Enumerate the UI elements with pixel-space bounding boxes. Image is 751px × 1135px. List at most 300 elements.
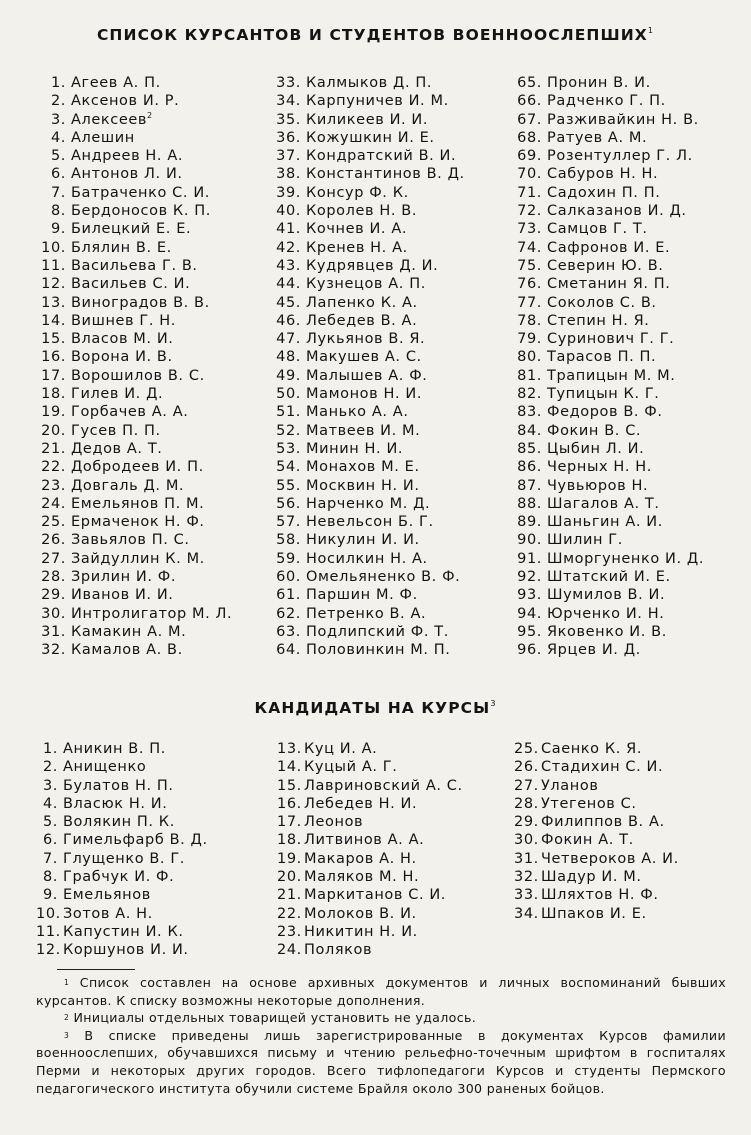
- list-item: [277, 795, 463, 813]
- footnote-mark: 1: [64, 978, 70, 987]
- list-item: [270, 257, 465, 275]
- item-number: 88.: [517, 495, 542, 512]
- item-number: 22.: [277, 905, 302, 922]
- list-item: [277, 868, 463, 886]
- person-name: Шморгуненко И. Д.: [547, 550, 705, 567]
- list-item: [511, 312, 704, 330]
- person-name: Москвин Н. И.: [306, 477, 420, 494]
- person-name: Леонов: [304, 814, 364, 831]
- item-number: 2.: [42, 759, 58, 776]
- item-number: 23.: [41, 477, 66, 494]
- person-name: Тарасов П. П.: [547, 349, 657, 366]
- item-number: 79.: [517, 331, 542, 348]
- item-number: 12.: [36, 942, 61, 959]
- item-number: 24.: [277, 942, 302, 959]
- list-item: [270, 184, 465, 202]
- person-name: Шилин Г.: [547, 532, 623, 549]
- main-list-title-text: СПИСОК КУРСАНТОВ И СТУДЕНТОВ ВОЕННООСЛЕПШИХ: [96, 26, 648, 44]
- list-item: [511, 165, 704, 183]
- list-item: [511, 403, 704, 421]
- list-item: [36, 886, 208, 904]
- person-name: Кузнецов А. П.: [306, 276, 426, 293]
- list-item: [511, 422, 704, 440]
- list-item: [277, 850, 463, 868]
- list-item: [277, 740, 463, 758]
- item-number: 90.: [517, 532, 542, 549]
- list-item: [36, 477, 232, 495]
- person-name: Нарченко М. Д.: [306, 495, 431, 512]
- person-name: Литвинов А. А.: [304, 832, 425, 849]
- list-item: [36, 165, 232, 183]
- item-number: 32.: [514, 869, 539, 886]
- list-item: [36, 758, 208, 776]
- item-number: 2.: [50, 93, 66, 110]
- person-name: Ворона И. В.: [71, 349, 173, 366]
- person-name: Зайдуллин К. М.: [71, 550, 205, 567]
- list-item: [511, 294, 704, 312]
- person-name: Маркитанов С. И.: [304, 887, 447, 904]
- item-number: 66.: [517, 93, 542, 110]
- item-number: 28.: [41, 569, 66, 586]
- list-item: [36, 348, 232, 366]
- person-name: Алексеев: [71, 111, 148, 128]
- person-name: Константинов В. Д.: [306, 166, 465, 183]
- item-number: 10.: [41, 239, 66, 256]
- person-name: Батраченко С. И.: [71, 184, 210, 201]
- list-item: [270, 550, 465, 568]
- person-name: Емельянов: [63, 887, 151, 904]
- footnote-separator: [57, 969, 135, 970]
- list-item: [36, 923, 208, 941]
- person-name: Волякин П. К.: [63, 814, 175, 831]
- person-name: Тупицын К. Г.: [547, 386, 660, 403]
- list-item: [514, 850, 679, 868]
- item-number: 92.: [517, 569, 542, 586]
- item-number: 7.: [42, 850, 58, 867]
- person-name: Кондратский В. И.: [306, 148, 457, 165]
- person-name: Кочнев И. А.: [306, 221, 408, 238]
- item-number: 78.: [517, 312, 542, 329]
- person-name: Манько А. А.: [306, 404, 409, 421]
- person-name: Невельсон Б. Г.: [306, 514, 434, 531]
- list-item: [36, 531, 232, 549]
- item-number: 59.: [276, 550, 301, 567]
- list-item: [36, 777, 208, 795]
- person-name: Шпаков И. Е.: [541, 905, 647, 922]
- list-item: [36, 184, 232, 202]
- title-footnote-mark: 1: [647, 26, 655, 35]
- list-item: [511, 641, 704, 659]
- person-name: Королев Н. В.: [306, 203, 418, 220]
- item-number: 15.: [277, 777, 302, 794]
- person-name: Черных Н. Н.: [547, 459, 653, 476]
- list-item: [36, 513, 232, 531]
- person-name: Гилев И. Д.: [71, 386, 164, 403]
- person-name: Никулин И. И.: [306, 532, 420, 549]
- list-item: [36, 257, 232, 275]
- list-item: [36, 294, 232, 312]
- item-number: 89.: [517, 514, 542, 531]
- person-name: Дедов А. Т.: [71, 440, 163, 457]
- person-name: Интролигатор М. Л.: [71, 605, 233, 622]
- list-item: [511, 623, 704, 641]
- list-item: [270, 495, 465, 513]
- person-name: Четвероков А. И.: [541, 850, 679, 867]
- item-number: 1.: [42, 741, 58, 757]
- item-number: 5.: [50, 148, 66, 165]
- person-name: Горбачев А. А.: [71, 404, 189, 421]
- list-item: [270, 586, 465, 604]
- person-name: Ярцев И. Д.: [547, 642, 641, 659]
- person-name: Чувьюров Н.: [547, 477, 649, 494]
- list-item: [36, 868, 208, 886]
- list-item: [270, 312, 465, 330]
- list-item: [36, 239, 232, 257]
- person-name: Шадур И. М.: [541, 869, 642, 886]
- person-name: Ворошилов В. С.: [71, 367, 205, 384]
- list-item: [511, 74, 704, 92]
- person-name: Камалов А. В.: [71, 642, 183, 659]
- person-name: Карпуничев И. М.: [306, 93, 449, 110]
- item-number: 26.: [41, 532, 66, 549]
- footnote-2: [36, 1009, 726, 1027]
- item-number: 32.: [41, 642, 66, 659]
- person-name: Уланов: [541, 777, 599, 794]
- item-number: 23.: [277, 923, 302, 940]
- person-name: Паршин М. Ф.: [306, 587, 418, 604]
- list-item: [36, 795, 208, 813]
- list-item: [514, 831, 679, 849]
- list-item: [511, 550, 704, 568]
- list-item: [277, 905, 463, 923]
- item-number: 52.: [276, 422, 301, 439]
- item-number: 84.: [517, 422, 542, 439]
- item-number: 82.: [517, 386, 542, 403]
- list-item: [511, 385, 704, 403]
- list-item: [270, 275, 465, 293]
- item-number: 57.: [276, 514, 301, 531]
- person-name: Саенко К. Я.: [541, 741, 643, 757]
- item-number: 25.: [41, 514, 66, 531]
- footnote-text: В списке приведены лишь зарегистрированные в документах Курсов фамилии военноослепших, обучавшихся письму и чтению рельефно-точечным шрифтом в госпиталях Перми и некоторых других городов. Всего тифлопедагоги Курсов и студенты Пермского педагогического института обучили системе Брайля около 300 раненых бойцов.: [36, 1027, 726, 1096]
- list-item: [514, 868, 679, 886]
- item-number: 20.: [41, 422, 66, 439]
- person-name: Суринович Г. Г.: [547, 331, 675, 348]
- item-number: 58.: [276, 532, 301, 549]
- list-item: [511, 220, 704, 238]
- main-list-column-3: [511, 74, 704, 660]
- item-number: 68.: [517, 129, 542, 146]
- list-item: [270, 531, 465, 549]
- list-item: [36, 129, 232, 147]
- person-name: Довгаль Д. М.: [71, 477, 185, 494]
- person-name: Омельяненко В. Ф.: [306, 569, 461, 586]
- list-item: [270, 147, 465, 165]
- list-item: [277, 831, 463, 849]
- list-item: [270, 239, 465, 257]
- person-name: Молоков В. И.: [304, 905, 417, 922]
- list-item: [270, 129, 465, 147]
- item-number: 63.: [276, 623, 301, 640]
- person-name: Федоров В. Ф.: [547, 404, 663, 421]
- person-name: Кренев Н. А.: [306, 239, 408, 256]
- item-number: 75.: [517, 257, 542, 274]
- list-item: [36, 623, 232, 641]
- item-number: 28.: [514, 795, 539, 812]
- item-number: 33.: [514, 887, 539, 904]
- item-number: 22.: [41, 459, 66, 476]
- item-number: 15.: [41, 331, 66, 348]
- item-number: 5.: [42, 814, 58, 831]
- list-item: [270, 367, 465, 385]
- candidates-footnote-mark: 3: [490, 699, 497, 708]
- person-name: Камакин А. М.: [71, 623, 187, 640]
- list-item: [511, 513, 704, 531]
- list-item: [36, 641, 232, 659]
- person-name: Васильев С. И.: [71, 276, 191, 293]
- person-name: Васильева Г. В.: [71, 257, 198, 274]
- person-name: Макаров А. Н.: [304, 850, 417, 867]
- candidates-column-2: [277, 740, 463, 960]
- item-number: 3.: [42, 777, 58, 794]
- list-item: [514, 758, 679, 776]
- person-name: Самцов Г. Т.: [547, 221, 648, 238]
- item-number: 19.: [277, 850, 302, 867]
- person-name: Ермаченок Н. Ф.: [71, 514, 205, 531]
- person-name: Грабчук И. Ф.: [63, 869, 175, 886]
- item-number: 9.: [50, 221, 66, 238]
- person-name: Глущенко В. Г.: [63, 850, 186, 867]
- item-number: 60.: [276, 569, 301, 586]
- list-item: [277, 923, 463, 941]
- person-name: Фокин В. С.: [547, 422, 642, 439]
- person-name: Лапенко К. А.: [306, 294, 418, 311]
- item-number: 47.: [276, 331, 301, 348]
- item-number: 38.: [276, 166, 301, 183]
- item-number: 7.: [50, 184, 66, 201]
- person-name: Андреев Н. А.: [71, 148, 184, 165]
- person-name: Консур Ф. К.: [306, 184, 409, 201]
- list-item: [270, 458, 465, 476]
- person-name: Зотов А. Н.: [63, 905, 153, 922]
- item-number: 31.: [514, 850, 539, 867]
- item-number: 13.: [41, 294, 66, 311]
- main-list-column-1: [36, 74, 232, 660]
- item-number: 43.: [276, 257, 301, 274]
- person-name: Юрченко И. Н.: [547, 605, 665, 622]
- item-number: 29.: [514, 814, 539, 831]
- list-item: [511, 257, 704, 275]
- item-number: 85.: [517, 440, 542, 457]
- list-item: [36, 941, 208, 959]
- list-item: [36, 458, 232, 476]
- list-item: [511, 129, 704, 147]
- item-number: 65.: [517, 75, 542, 91]
- list-item: [270, 568, 465, 586]
- item-number: 76.: [517, 276, 542, 293]
- person-name: Аксенов И. Р.: [71, 93, 180, 110]
- list-item: [36, 905, 208, 923]
- item-number: 33.: [276, 75, 301, 91]
- list-item: [36, 586, 232, 604]
- list-item: [270, 477, 465, 495]
- footnote-1: [36, 974, 726, 1009]
- item-number: 46.: [276, 312, 301, 329]
- item-number: 86.: [517, 459, 542, 476]
- person-name: Виноградов В. В.: [71, 294, 210, 311]
- item-number: 6.: [42, 832, 58, 849]
- list-item: [36, 740, 208, 758]
- candidates-column-3: [514, 740, 679, 923]
- list-item: [511, 239, 704, 257]
- person-name: Маляков М. Н.: [304, 869, 420, 886]
- list-item: [36, 147, 232, 165]
- list-item: [36, 440, 232, 458]
- item-number: 31.: [41, 623, 66, 640]
- list-item: [36, 312, 232, 330]
- list-item: [36, 202, 232, 220]
- person-name: Куцый А. Г.: [304, 759, 398, 776]
- list-item: [270, 641, 465, 659]
- person-name: Алешин: [71, 129, 135, 146]
- person-name: Утегенов С.: [541, 795, 637, 812]
- person-name: Бердоносов К. П.: [71, 203, 211, 220]
- item-number: 41.: [276, 221, 301, 238]
- item-number: 48.: [276, 349, 301, 366]
- person-name: Половинкин М. П.: [306, 642, 451, 659]
- footnotes: [36, 974, 726, 1097]
- list-item: [36, 92, 232, 110]
- person-name: Добродеев И. П.: [71, 459, 204, 476]
- list-item: [514, 777, 679, 795]
- list-item: [270, 348, 465, 366]
- person-name: Ратуев А. М.: [547, 129, 648, 146]
- item-number: 17.: [277, 814, 302, 831]
- person-name: Салказанов И. Д.: [547, 203, 687, 220]
- list-item: [511, 147, 704, 165]
- item-number: 25.: [514, 741, 539, 757]
- person-name: Билецкий Е. Е.: [71, 221, 192, 238]
- item-number: 14.: [41, 312, 66, 329]
- item-number: 11.: [41, 257, 66, 274]
- list-item: [36, 605, 232, 623]
- list-item: [36, 367, 232, 385]
- item-number: 27.: [41, 550, 66, 567]
- person-name: Антонов Л. И.: [71, 166, 183, 183]
- list-item: [36, 330, 232, 348]
- person-name: Никитин Н. И.: [304, 923, 418, 940]
- list-item: [270, 385, 465, 403]
- item-number: 62.: [276, 605, 301, 622]
- list-item: [270, 111, 465, 129]
- person-name: Трапицын М. М.: [547, 367, 676, 384]
- person-name: Кожушкин И. Е.: [306, 129, 435, 146]
- list-item: [36, 220, 232, 238]
- item-number: 9.: [42, 887, 58, 904]
- item-number: 80.: [517, 349, 542, 366]
- item-number: 36.: [276, 129, 301, 146]
- list-item: [36, 568, 232, 586]
- item-number: 87.: [517, 477, 542, 494]
- footnote-text: Список составлен на основе архивных документов и личных воспоминаний бывших курсантов. К списку возможны некоторые дополнения.: [36, 975, 726, 1008]
- person-name: Агеев А. П.: [71, 75, 161, 91]
- list-item: [270, 220, 465, 238]
- list-item: [270, 165, 465, 183]
- list-item: [270, 294, 465, 312]
- list-item: [514, 813, 679, 831]
- list-item: [514, 795, 679, 813]
- person-name: Лукьянов В. Я.: [306, 331, 426, 348]
- person-name: Вишнев Г. Н.: [71, 312, 176, 329]
- item-number: 34.: [276, 93, 301, 110]
- footnote-mark: 3: [64, 1030, 70, 1040]
- person-name: Носилкин Н. А.: [306, 550, 428, 567]
- person-name: Штатский И. Е.: [547, 569, 671, 586]
- list-item: [511, 568, 704, 586]
- list-item: [511, 495, 704, 513]
- list-item: [270, 403, 465, 421]
- candidates-column-1: [36, 740, 208, 960]
- person-name: Лавриновский А. С.: [304, 777, 463, 794]
- list-item: [36, 74, 232, 92]
- list-item: [514, 905, 679, 923]
- main-list-column-2: [270, 74, 465, 660]
- item-number: 94.: [517, 605, 542, 622]
- person-name: Кудрявцев Д. И.: [306, 257, 439, 274]
- item-number: 14.: [277, 759, 302, 776]
- list-item: [511, 477, 704, 495]
- person-name: Минин Н. И.: [306, 440, 404, 457]
- person-name: Киликеев И. И.: [306, 111, 429, 128]
- list-item: [277, 777, 463, 795]
- item-number: 67.: [517, 111, 542, 128]
- list-item: [36, 495, 232, 513]
- person-name: Филиппов В. А.: [541, 814, 665, 831]
- person-name: Гусев П. П.: [71, 422, 161, 439]
- person-name: Яковенко И. В.: [547, 623, 667, 640]
- person-name: Цыбин Л. И.: [547, 440, 645, 457]
- person-name: Макушев А. С.: [306, 349, 422, 366]
- person-name: Иванов И. И.: [71, 587, 174, 604]
- person-name: Гимельфарб В. Д.: [63, 832, 208, 849]
- item-number: 21.: [41, 440, 66, 457]
- list-item: [511, 275, 704, 293]
- list-item: [511, 367, 704, 385]
- item-number: 10.: [36, 905, 61, 922]
- item-number: 55.: [276, 477, 301, 494]
- item-number: 71.: [517, 184, 542, 201]
- list-item: [277, 886, 463, 904]
- list-item: [511, 111, 704, 129]
- item-number: 30.: [41, 605, 66, 622]
- item-number: 17.: [41, 367, 66, 384]
- person-name: Капустин И. К.: [63, 923, 184, 940]
- list-item: [36, 422, 232, 440]
- item-number: 39.: [276, 184, 301, 201]
- item-number: 95.: [517, 623, 542, 640]
- item-number: 42.: [276, 239, 301, 256]
- main-list-title: [0, 26, 751, 44]
- item-number: 11.: [36, 923, 61, 940]
- person-name: Лебедев Н. И.: [304, 795, 418, 812]
- list-item: [511, 330, 704, 348]
- list-item: [277, 813, 463, 831]
- list-item: [270, 513, 465, 531]
- person-name: Монахов М. Е.: [306, 459, 420, 476]
- person-name: Куц И. А.: [304, 741, 378, 757]
- item-number: 6.: [50, 166, 66, 183]
- footnote-3: [36, 1027, 726, 1097]
